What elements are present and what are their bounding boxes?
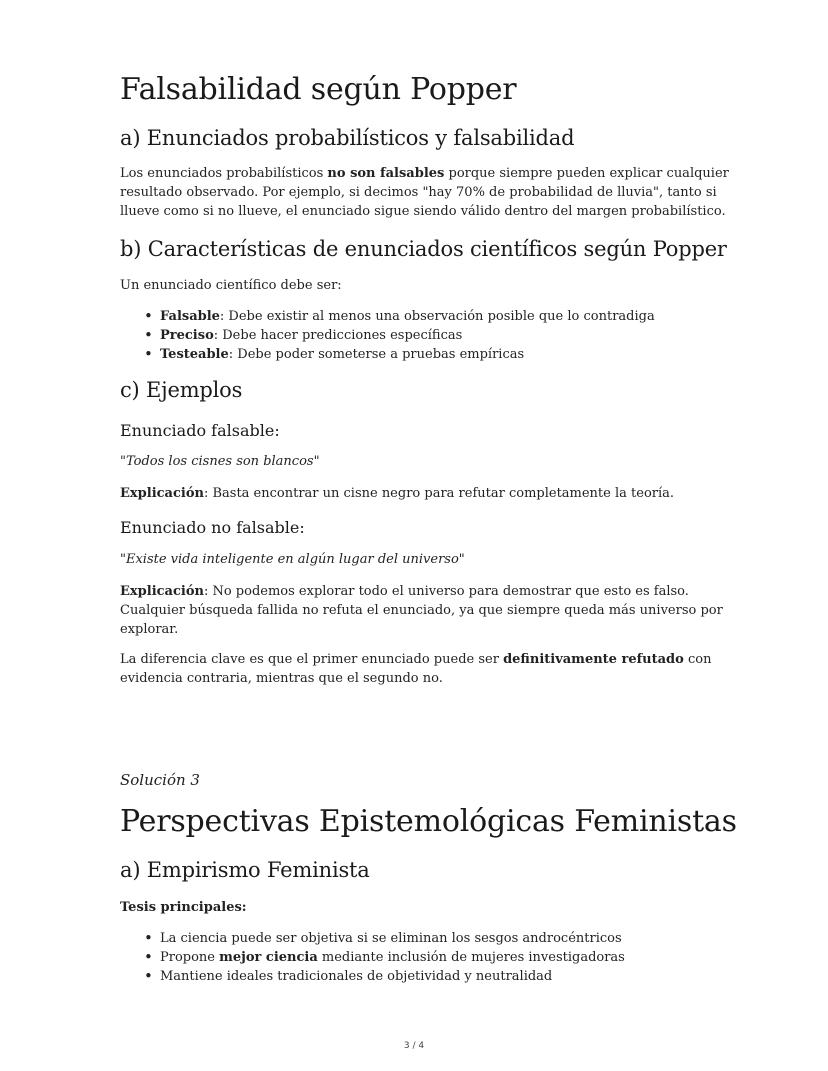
paragraph-line <box>120 650 720 669</box>
text-run: Los enunciados probabilísticos <box>120 166 328 181</box>
bold-text: Testeable <box>160 347 229 362</box>
solution-label: Solución 3 <box>120 771 200 789</box>
section-heading-c: c) Ejemplos <box>120 378 243 402</box>
paragraph-line: llueve como si no llueve, el enunciado sigue siendo válido dentro del margen probabilístico. <box>120 204 726 219</box>
list-item <box>142 948 625 967</box>
bold-text: Explicación <box>120 584 204 599</box>
italic-text: "Existe vida inteligente en algún lugar del universo" <box>120 552 465 567</box>
bold-text: definitivamente refutado <box>503 652 684 667</box>
text-run: : No podemos explorar todo el universo para demostrar que esto es falso. <box>203 584 689 599</box>
paragraph-intro: Un enunciado científico debe ser: <box>120 278 342 293</box>
text-run: : Debe poder someterse a pruebas empíricas <box>228 347 525 362</box>
paragraph-line: Cualquier búsqueda fallida no refuta el enunciado, ya que siempre queda más universo por <box>120 603 723 618</box>
italic-text: "Todos los cisnes son blancos" <box>120 454 320 469</box>
text-run: : Debe hacer predicciones específicas <box>213 328 463 343</box>
list-item <box>142 929 625 948</box>
text-run: porque siempre pueden explicar cualquier <box>444 166 729 181</box>
list-item <box>142 345 655 364</box>
text-run: Propone <box>160 950 220 965</box>
text-run: La diferencia clave es que el primer enunciado puede ser <box>120 652 504 667</box>
text-run: La ciencia puede ser objetiva si se eliminan los sesgos androcéntricos <box>160 931 622 946</box>
bold-text: mejor ciencia <box>219 950 318 965</box>
paragraph-line: resultado observado. Por ejemplo, si decimos "hay 70% de probabilidad de lluvia", tanto si <box>120 185 717 200</box>
example-heading-falsable: Enunciado falsable: <box>120 421 280 440</box>
thesis-list <box>142 929 625 986</box>
text-run: : Debe existir al menos una observación posible que lo contradiga <box>219 309 655 324</box>
section-heading-feminist: a) Empirismo Feminista <box>120 858 370 882</box>
text-run: : Basta encontrar un cisne negro para refutar completamente la teoría. <box>203 486 675 501</box>
example-quote-falsable <box>120 452 320 471</box>
bold-text: no son falsables <box>327 166 445 181</box>
example-heading-non-falsable: Enunciado no falsable: <box>120 518 305 537</box>
bold-text: Explicación <box>120 486 204 501</box>
list-item <box>142 967 625 986</box>
bold-text: Falsable <box>160 309 220 324</box>
bold-text: Preciso <box>160 328 214 343</box>
section-heading-a: a) Enunciados probabilísticos y falsabilidad <box>120 126 575 150</box>
page-title: Falsabilidad según Popper <box>120 72 517 107</box>
text-run: mediante inclusión de mujeres investigadoras <box>317 950 625 965</box>
text-run: con <box>683 652 712 667</box>
page-number: 3 / 4 <box>403 1041 425 1051</box>
page-title-2: Perspectivas Epistemológicas Feministas <box>120 804 737 839</box>
list-item <box>142 326 655 345</box>
list-item <box>142 307 655 326</box>
paragraph-key-difference <box>120 650 720 688</box>
paragraph-line: explorar. <box>120 622 179 637</box>
example-explanation-non-falsable <box>120 582 723 639</box>
paragraph-probabilistic <box>120 164 729 221</box>
criteria-list <box>142 307 655 364</box>
example-quote-non-falsable <box>120 550 465 569</box>
section-heading-b: b) Características de enunciados científicos según Popper <box>120 237 727 261</box>
text-run: Mantiene ideales tradicionales de objetividad y neutralidad <box>160 969 553 984</box>
example-explanation-falsable <box>120 484 674 503</box>
bold-text: Tesis principales: <box>120 900 247 915</box>
paragraph-line <box>120 164 729 183</box>
paragraph-line: evidencia contraria, mientras que el segundo no. <box>120 671 443 686</box>
paragraph-line <box>120 582 720 601</box>
thesis-label <box>120 898 247 917</box>
